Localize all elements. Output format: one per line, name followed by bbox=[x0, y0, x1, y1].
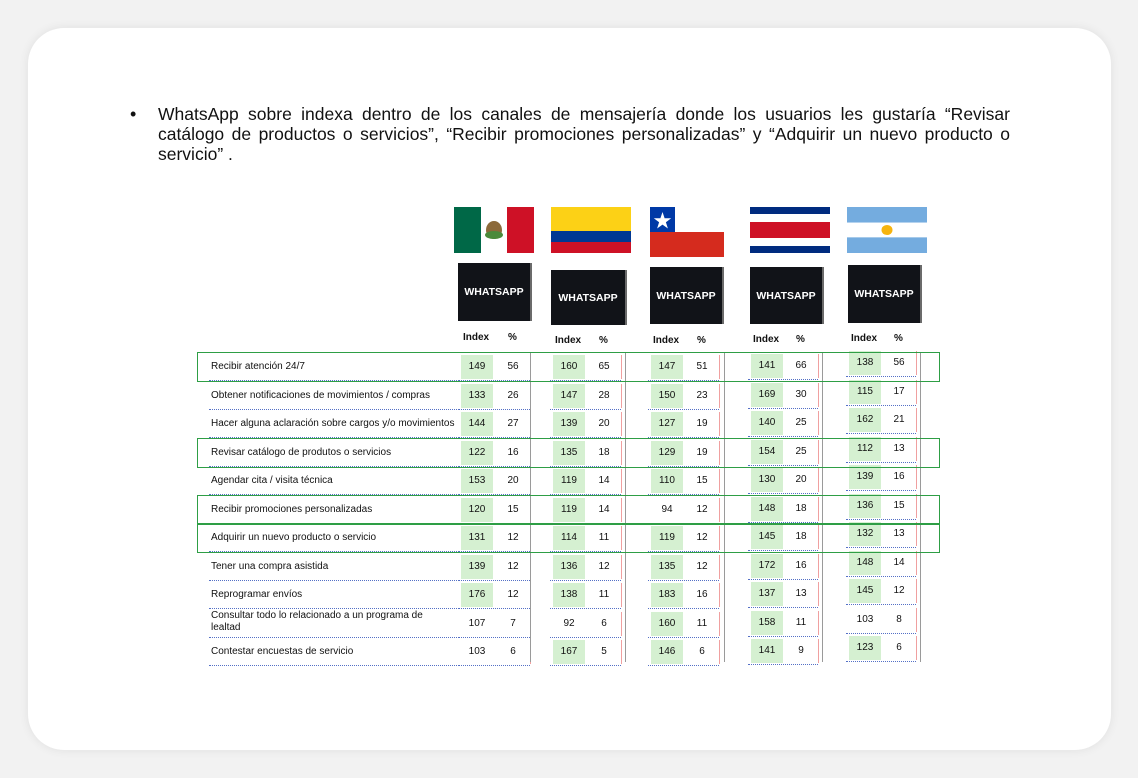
chile-flag bbox=[650, 207, 724, 257]
index-cell: 160 bbox=[651, 612, 683, 636]
cell-right-border bbox=[621, 583, 622, 607]
pct-cell: 12 bbox=[507, 532, 519, 543]
index-cell: 127 bbox=[651, 412, 683, 436]
pct-cell: 16 bbox=[795, 560, 807, 571]
index-cell: 136 bbox=[849, 494, 881, 518]
row-separator bbox=[209, 665, 459, 666]
pct-cell: 5 bbox=[601, 646, 607, 657]
row-separator bbox=[209, 580, 459, 581]
index-cell: 120 bbox=[461, 498, 493, 522]
argentina-flag bbox=[847, 207, 927, 253]
mexico-flag bbox=[454, 207, 534, 253]
index-cell: 139 bbox=[849, 465, 881, 489]
index-cell: 144 bbox=[461, 412, 493, 436]
pct-cell: 27 bbox=[507, 418, 519, 429]
pct-cell: 30 bbox=[795, 389, 807, 400]
index-cell: 107 bbox=[468, 618, 486, 629]
index-cell: 183 bbox=[651, 583, 683, 607]
row-separator bbox=[209, 608, 459, 609]
pct-cell: 14 bbox=[893, 557, 905, 568]
cell-separator bbox=[846, 633, 916, 634]
index-cell: 154 bbox=[751, 440, 783, 464]
cell-separator bbox=[748, 664, 818, 665]
bullet-paragraph bbox=[130, 104, 1010, 164]
index-cell: 176 bbox=[461, 583, 493, 607]
pct-cell: 11 bbox=[598, 589, 610, 600]
cell-separator bbox=[748, 636, 818, 637]
index-cell: 115 bbox=[849, 380, 881, 404]
pct-cell: 8 bbox=[896, 614, 902, 625]
cell-right-border bbox=[818, 411, 819, 435]
row-label: Recibir promociones personalizadas bbox=[211, 504, 373, 515]
row-label: Obtener notificaciones de movimientos / compras bbox=[211, 390, 430, 401]
cell-right-border bbox=[719, 583, 720, 607]
cell-right-border bbox=[719, 640, 720, 664]
pct-cell: 6 bbox=[601, 618, 607, 629]
row-label: Consultar todo lo relacionado a un programa de lealtad bbox=[211, 610, 423, 633]
pct-cell: 51 bbox=[696, 361, 708, 372]
index-cell: 149 bbox=[461, 355, 493, 379]
pct-cell: 18 bbox=[795, 503, 807, 514]
index-cell: 131 bbox=[461, 526, 493, 550]
index-cell: 133 bbox=[461, 384, 493, 408]
index-cell: 145 bbox=[751, 525, 783, 549]
bullet-text: WhatsApp sobre indexa dentro de los canales de mensajería donde los usuarios les gustaría “Revisar catálogo de productos o servicios”, “Recibir promociones personalizadas” y “Adquirir un nuevo producto o servicio” . bbox=[158, 104, 1010, 164]
index-cell: 110 bbox=[651, 469, 683, 493]
cell-right-border bbox=[621, 469, 622, 493]
pct-cell: 15 bbox=[696, 475, 708, 486]
cell-separator bbox=[458, 409, 530, 410]
pct-cell: 21 bbox=[893, 414, 905, 425]
pct-cell: 16 bbox=[696, 589, 708, 600]
cell-separator bbox=[748, 579, 818, 580]
cell-separator bbox=[458, 637, 530, 638]
pct-cell: 56 bbox=[507, 361, 519, 372]
cell-separator bbox=[648, 409, 719, 410]
index-cell: 147 bbox=[651, 355, 683, 379]
pct-cell: 16 bbox=[507, 447, 519, 458]
pct-cell: 12 bbox=[696, 532, 708, 543]
pct-cell: 18 bbox=[795, 531, 807, 542]
bullet-marker: • bbox=[130, 104, 137, 124]
cell-right-border bbox=[719, 555, 720, 579]
cell-right-border bbox=[719, 412, 720, 436]
cell-right-border bbox=[916, 465, 917, 489]
cell-separator bbox=[748, 607, 818, 608]
pct-cell: 26 bbox=[507, 390, 519, 401]
pct-cell: 12 bbox=[598, 561, 610, 572]
index-cell: 137 bbox=[751, 582, 783, 606]
row-label: Tener una compra asistida bbox=[211, 561, 329, 572]
highlight-box bbox=[197, 352, 940, 382]
index-cell: 123 bbox=[849, 636, 881, 660]
index-cell: 136 bbox=[553, 555, 585, 579]
highlight-box bbox=[197, 523, 940, 553]
cell-separator bbox=[458, 580, 530, 581]
index-cell: 129 bbox=[651, 441, 683, 465]
cell-separator bbox=[846, 576, 916, 577]
costa-rica-flag bbox=[750, 207, 830, 253]
index-header: Index bbox=[463, 332, 490, 343]
cell-separator bbox=[846, 405, 916, 406]
cell-separator bbox=[748, 436, 818, 437]
index-cell: 119 bbox=[553, 498, 585, 522]
pct-cell: 16 bbox=[893, 471, 905, 482]
index-cell: 141 bbox=[751, 354, 783, 378]
index-cell: 141 bbox=[751, 639, 783, 663]
cell-right-border bbox=[621, 640, 622, 664]
whatsapp-header: WHATSAPP bbox=[458, 263, 530, 321]
cell-separator bbox=[550, 580, 621, 581]
index-header: Index bbox=[555, 335, 582, 346]
pct-cell: 12 bbox=[893, 585, 905, 596]
index-cell: 146 bbox=[651, 640, 683, 664]
index-cell: 119 bbox=[651, 526, 683, 550]
cell-separator bbox=[550, 409, 621, 410]
pct-header: % bbox=[599, 335, 608, 346]
pct-cell: 23 bbox=[696, 390, 708, 401]
cell-right-border bbox=[719, 384, 720, 408]
pct-cell: 11 bbox=[696, 618, 708, 629]
index-cell: 172 bbox=[751, 554, 783, 578]
pct-cell: 28 bbox=[598, 390, 610, 401]
cell-separator bbox=[648, 608, 719, 609]
cell-separator bbox=[550, 665, 621, 666]
pct-cell: 20 bbox=[795, 474, 807, 485]
cell-separator bbox=[648, 637, 719, 638]
index-cell: 132 bbox=[849, 522, 881, 546]
pct-cell: 11 bbox=[598, 532, 610, 543]
row-separator bbox=[209, 409, 459, 410]
index-cell: 148 bbox=[849, 551, 881, 575]
pct-header: % bbox=[894, 333, 903, 344]
pct-cell: 11 bbox=[795, 617, 807, 628]
row-label: Hacer alguna aclaración sobre cargos y/o movimientos bbox=[211, 418, 455, 429]
index-cell: 139 bbox=[461, 555, 493, 579]
whatsapp-header: WHATSAPP bbox=[848, 265, 920, 323]
cell-right-border bbox=[719, 469, 720, 493]
index-cell: 138 bbox=[849, 351, 881, 375]
cell-right-border bbox=[818, 383, 819, 407]
index-header: Index bbox=[851, 333, 878, 344]
whatsapp-header: WHATSAPP bbox=[750, 267, 822, 324]
row-label: Revisar catálogo de produtos o servicios bbox=[211, 447, 392, 458]
row-label: Contestar encuestas de servicio bbox=[211, 646, 354, 657]
pct-cell: 56 bbox=[893, 357, 905, 368]
cell-right-border bbox=[916, 408, 917, 432]
pct-cell: 66 bbox=[795, 360, 807, 371]
index-cell: 167 bbox=[553, 640, 585, 664]
index-cell: 119 bbox=[553, 469, 585, 493]
cell-separator bbox=[748, 493, 818, 494]
cell-right-border bbox=[916, 579, 917, 603]
cell-right-border bbox=[916, 551, 917, 575]
pct-cell: 13 bbox=[795, 588, 807, 599]
cell-right-border bbox=[818, 468, 819, 492]
cell-right-border bbox=[916, 608, 917, 632]
pct-cell: 19 bbox=[696, 447, 708, 458]
pct-cell: 20 bbox=[598, 418, 610, 429]
pct-cell: 19 bbox=[696, 418, 708, 429]
index-cell: 169 bbox=[751, 383, 783, 407]
colombia-flag bbox=[551, 207, 631, 253]
whatsapp-header: WHATSAPP bbox=[551, 270, 625, 325]
cell-separator bbox=[458, 665, 530, 666]
index-cell: 153 bbox=[461, 469, 493, 493]
index-cell: 112 bbox=[849, 437, 881, 461]
cell-right-border bbox=[916, 636, 917, 660]
pct-cell: 9 bbox=[798, 645, 804, 656]
cell-separator bbox=[458, 608, 530, 609]
row-label: Adquirir un nuevo producto o servicio bbox=[211, 532, 377, 543]
index-cell: 92 bbox=[563, 618, 575, 629]
pct-header: % bbox=[796, 334, 805, 345]
row-label: Recibir atención 24/7 bbox=[211, 361, 305, 372]
pct-cell: 12 bbox=[696, 561, 708, 572]
index-cell: 103 bbox=[856, 614, 874, 625]
pct-cell: 12 bbox=[507, 561, 519, 572]
pct-cell: 13 bbox=[893, 443, 905, 454]
pct-cell: 20 bbox=[507, 475, 519, 486]
cell-separator bbox=[846, 433, 916, 434]
pct-cell: 12 bbox=[696, 504, 708, 515]
pct-cell: 25 bbox=[795, 446, 807, 457]
pct-cell: 18 bbox=[598, 447, 610, 458]
pct-header: % bbox=[697, 335, 706, 346]
cell-right-border bbox=[818, 582, 819, 606]
cell-right-border bbox=[916, 380, 917, 404]
pct-cell: 6 bbox=[510, 646, 516, 657]
whatsapp-header: WHATSAPP bbox=[650, 267, 722, 324]
index-cell: 160 bbox=[553, 355, 585, 379]
index-cell: 148 bbox=[751, 497, 783, 521]
index-cell: 130 bbox=[751, 468, 783, 492]
row-label: Agendar cita / visita técnica bbox=[211, 475, 333, 486]
cell-separator bbox=[846, 490, 916, 491]
index-cell: 135 bbox=[553, 441, 585, 465]
index-cell: 94 bbox=[661, 504, 673, 515]
cell-separator bbox=[550, 608, 621, 609]
pct-cell: 6 bbox=[896, 642, 902, 653]
cell-right-border bbox=[818, 639, 819, 663]
highlight-box bbox=[197, 495, 940, 525]
pct-cell: 14 bbox=[598, 504, 610, 515]
pct-cell: 12 bbox=[507, 589, 519, 600]
index-cell: 150 bbox=[651, 384, 683, 408]
pct-cell: 25 bbox=[795, 417, 807, 428]
cell-separator bbox=[550, 637, 621, 638]
cell-right-border bbox=[818, 554, 819, 578]
index-cell: 103 bbox=[468, 646, 486, 657]
cell-separator bbox=[648, 665, 719, 666]
cell-right-border bbox=[621, 555, 622, 579]
index-header: Index bbox=[753, 334, 780, 345]
pct-cell: 15 bbox=[893, 500, 905, 511]
index-cell: 162 bbox=[849, 408, 881, 432]
index-cell: 158 bbox=[751, 611, 783, 635]
pct-header: % bbox=[508, 332, 517, 343]
pct-cell: 7 bbox=[510, 618, 516, 629]
pct-cell: 6 bbox=[699, 646, 705, 657]
pct-cell: 14 bbox=[598, 475, 610, 486]
index-cell: 122 bbox=[461, 441, 493, 465]
index-cell: 140 bbox=[751, 411, 783, 435]
row-label: Reprogramar envíos bbox=[211, 589, 303, 600]
pct-cell: 13 bbox=[893, 528, 905, 539]
highlight-box bbox=[197, 438, 940, 468]
cell-right-border bbox=[621, 412, 622, 436]
index-cell: 138 bbox=[553, 583, 585, 607]
index-cell: 147 bbox=[553, 384, 585, 408]
pct-cell: 17 bbox=[893, 386, 905, 397]
cell-right-border bbox=[621, 612, 622, 636]
cell-right-border bbox=[818, 611, 819, 635]
pct-cell: 15 bbox=[507, 504, 519, 515]
cell-right-border bbox=[621, 384, 622, 408]
cell-right-border bbox=[719, 612, 720, 636]
index-header: Index bbox=[653, 335, 680, 346]
index-cell: 145 bbox=[849, 579, 881, 603]
cell-separator bbox=[846, 661, 916, 662]
index-cell: 135 bbox=[651, 555, 683, 579]
cell-separator bbox=[748, 408, 818, 409]
index-cell: 139 bbox=[553, 412, 585, 436]
cell-separator bbox=[648, 580, 719, 581]
index-cell: 114 bbox=[553, 526, 585, 550]
cell-separator bbox=[846, 604, 916, 605]
row-separator bbox=[209, 637, 459, 638]
pct-cell: 65 bbox=[598, 361, 610, 372]
